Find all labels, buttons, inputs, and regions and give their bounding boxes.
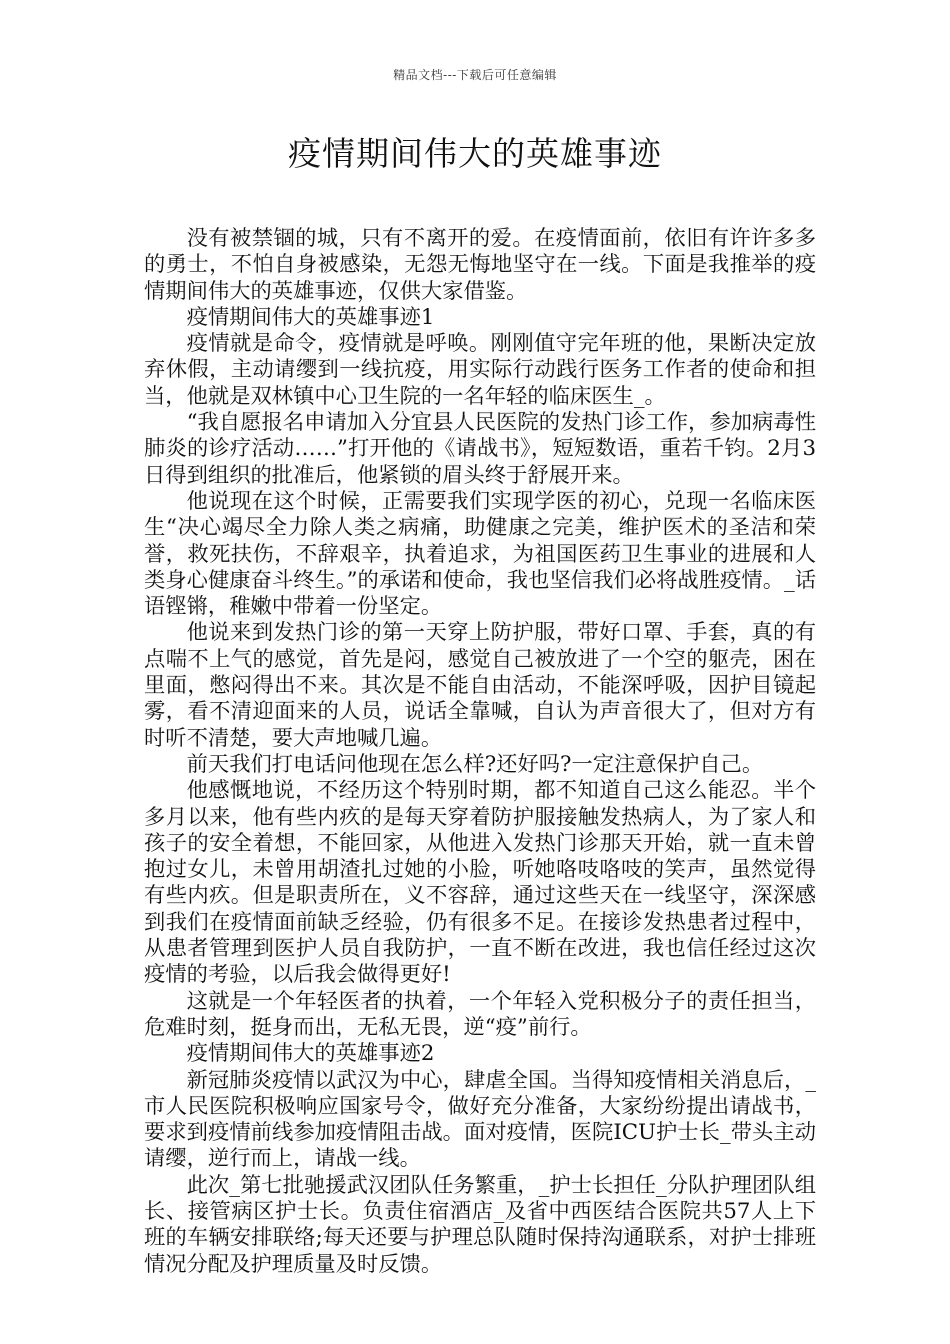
paragraph: 此次_第七批驰援武汉团队任务繁重，_护士长担任_分队护理团队组长、接管病区护士长。负责住宿酒店_及省中西医结合医院共57人上下班的车辆安排联络;每天还要与护理总队随时保持沟通联系，对护士排班情况分配及护理质量及时反馈。 — [144, 1172, 816, 1277]
paragraph: “我自愿报名申请加入分宜县人民医院的发热门诊工作，参加病毒性肺炎的诊疗活动……”打开他的《请战书》，短短数语，重若千钧。2月3日得到组织的批准后，他紧锁的眉头终于舒展开来。 — [144, 410, 816, 488]
document-body — [144, 226, 816, 1278]
document-title: 疫情期间伟大的英雄事迹 — [288, 134, 662, 173]
section-heading-1: 疫情期间伟大的英雄事迹1 — [186, 304, 435, 330]
header-note: 精品文档---下载后可任意编辑 — [393, 68, 557, 82]
paragraph: 他说来到发热门诊的第一天穿上防护服，带好口罩、手套，真的有点喘不上气的感觉，首先是闷，感觉自己被放进了一个空的躯壳，困在里面，憋闷得出不来。其次是不能自由活动，不能深呼吸，因护目镜起雾，看不清迎面来的人员，说话全靠喊，自认为声音很大了，但对方有时听不清楚，要大声地喊几遍。 — [144, 620, 816, 751]
paragraph: 前天我们打电话问他现在怎么样?还好吗?一定注意保护自己。 — [186, 751, 764, 777]
section-heading-2: 疫情期间伟大的英雄事迹2 — [186, 1041, 435, 1067]
paragraph: 疫情就是命令，疫情就是呼唤。刚刚值守完年班的他，果断决定放弃休假，主动请缨到一线抗疫，用实际行动践行医务工作者的使命和担当，他就是双林镇中心卫生院的一名年轻的临床医生_。 — [144, 331, 816, 409]
paragraph: 新冠肺炎疫情以武汉为中心，肆虐全国。当得知疫情相关消息后，_市人民医院积极响应国家号令，做好充分准备，大家纷纷提出请战书，要求到疫情前线参加疫情阻击战。面对疫情，医院ICU护士长_带头主动请缨，逆行而上，请战一线。 — [144, 1067, 816, 1172]
paragraph: 这就是一个年轻医者的执着，一个年轻入党积极分子的责任担当，危难时刻，挺身而出，无私无畏，逆“疫”前行。 — [144, 988, 816, 1040]
paragraph: 他说现在这个时候，正需要我们实现学医的初心，兑现一名临床医生“决心竭尽全力除人类之病痛，助健康之完美，维护医术的圣洁和荣誉，救死扶伤，不辞艰辛，执着追求，为祖国医药卫生事业的进展和人类身心健康奋斗终生。”的承诺和使命，我也坚信我们必将战胜疫情。_话语铿锵，稚嫩中带着一份坚定。 — [144, 488, 816, 620]
paragraph: 他感慨地说，不经历这个特别时期，都不知道自己这么能忍。半个多月以来，他有些内疚的是每天穿着防护服接触发热病人，为了家人和孩子的安全着想，不能回家，从他进入发热门诊那天开始，就一直未曾抱过女儿，未曾用胡渣扎过她的小脸，听她咯吱咯吱的笑声，虽然觉得有些内疚。但是职责所在，义不容辞，通过这些天在一线坚守，深深感到我们在疫情面前缺乏经验，仍有很多不足。在接诊发热患者过程中，从患者管理到医护人员自我防护，一直不断在改进，我也信任经过这次疫情的考验，以后我会做得更好! — [144, 778, 816, 988]
paragraph-intro: 没有被禁锢的城，只有不离开的爱。在疫情面前，依旧有许许多多的勇士，不怕自身被感染，无怨无悔地坚守在一线。下面是我推举的疫情期间伟大的英雄事迹，仅供大家借鉴。 — [144, 226, 816, 304]
